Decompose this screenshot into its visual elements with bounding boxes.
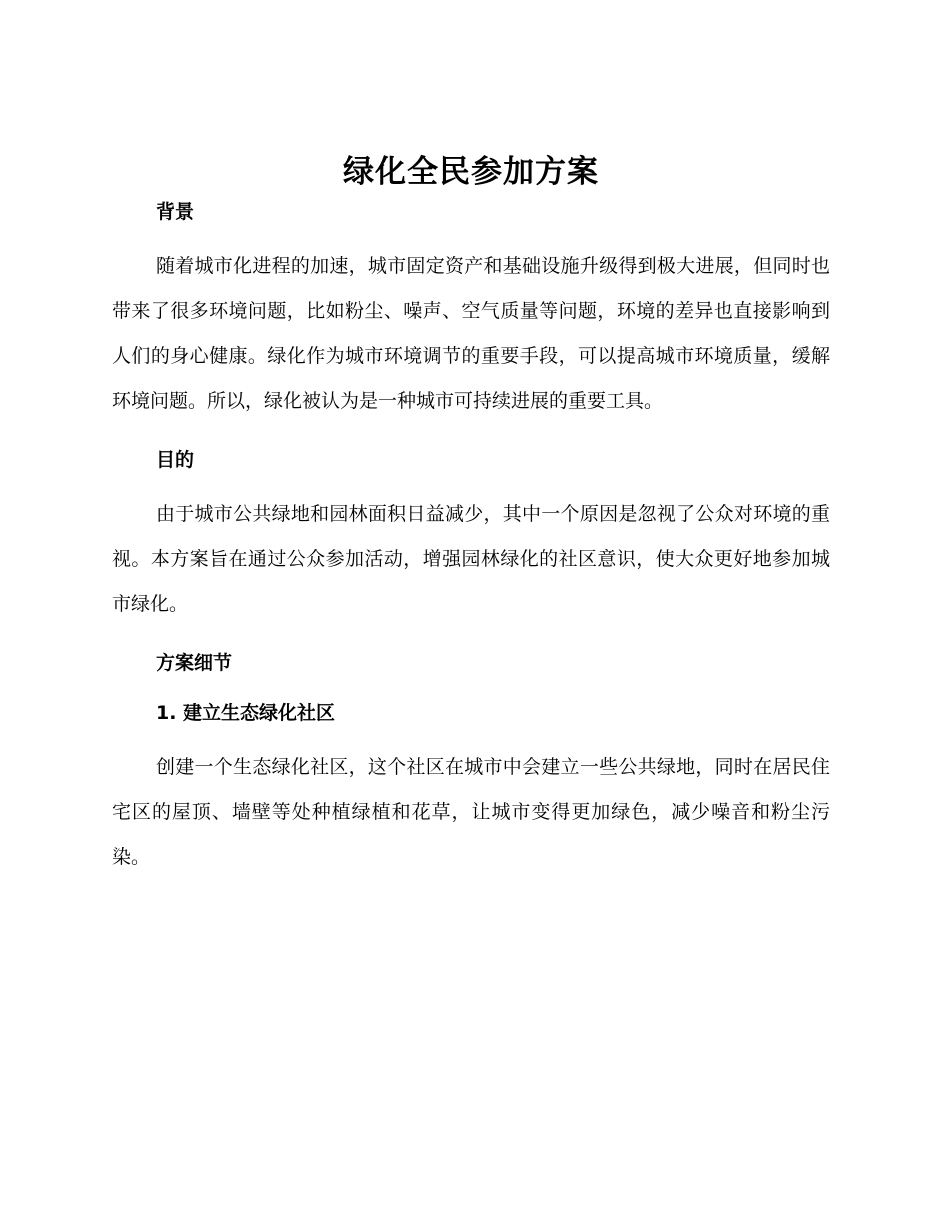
paragraph-purpose: 由于城市公共绿地和园林面积日益减少，其中一个原因是忽视了公众对环境的重视。本方案旨在通过公众参加活动，增强园林绿化的社区意识，使大众更好地参加城市绿化。 — [112, 503, 830, 615]
document-title: 绿化全民参加方案 — [343, 154, 599, 190]
spacer — [112, 226, 830, 244]
spacer — [112, 424, 830, 446]
section-heading-purpose: 目的 — [156, 449, 195, 471]
paragraph-eco-community: 创建一个生态绿化社区，这个社区在城市中会建立一些公共绿地，同时在居民住宅区的屋顶、墙壁等处种植绿植和花草，让城市变得更加绿色，减少噪音和粉尘污染。 — [112, 756, 830, 868]
document-page — [112, 150, 830, 880]
spacer — [112, 474, 830, 492]
section-heading-plan-details: 方案细节 — [156, 652, 233, 674]
section-heading-background: 背景 — [156, 201, 195, 223]
section-heading-eco-community: 1. 建立生态绿化社区 — [156, 702, 336, 724]
paragraph-background: 随着城市化进程的加速，城市固定资产和基础设施升级得到极大进展，但同时也带来了很多环境问题，比如粉尘、噪声、空气质量等问题，环境的差异也直接影响到人们的身心健康。绿化作为城市环境调节的重要手段，可以提高城市环境质量，缓解环境问题。所以，绿化被认为是一种城市可持续进展的重要工具。 — [112, 255, 830, 412]
spacer — [112, 727, 830, 745]
spacer — [112, 627, 830, 649]
spacer — [112, 677, 830, 699]
